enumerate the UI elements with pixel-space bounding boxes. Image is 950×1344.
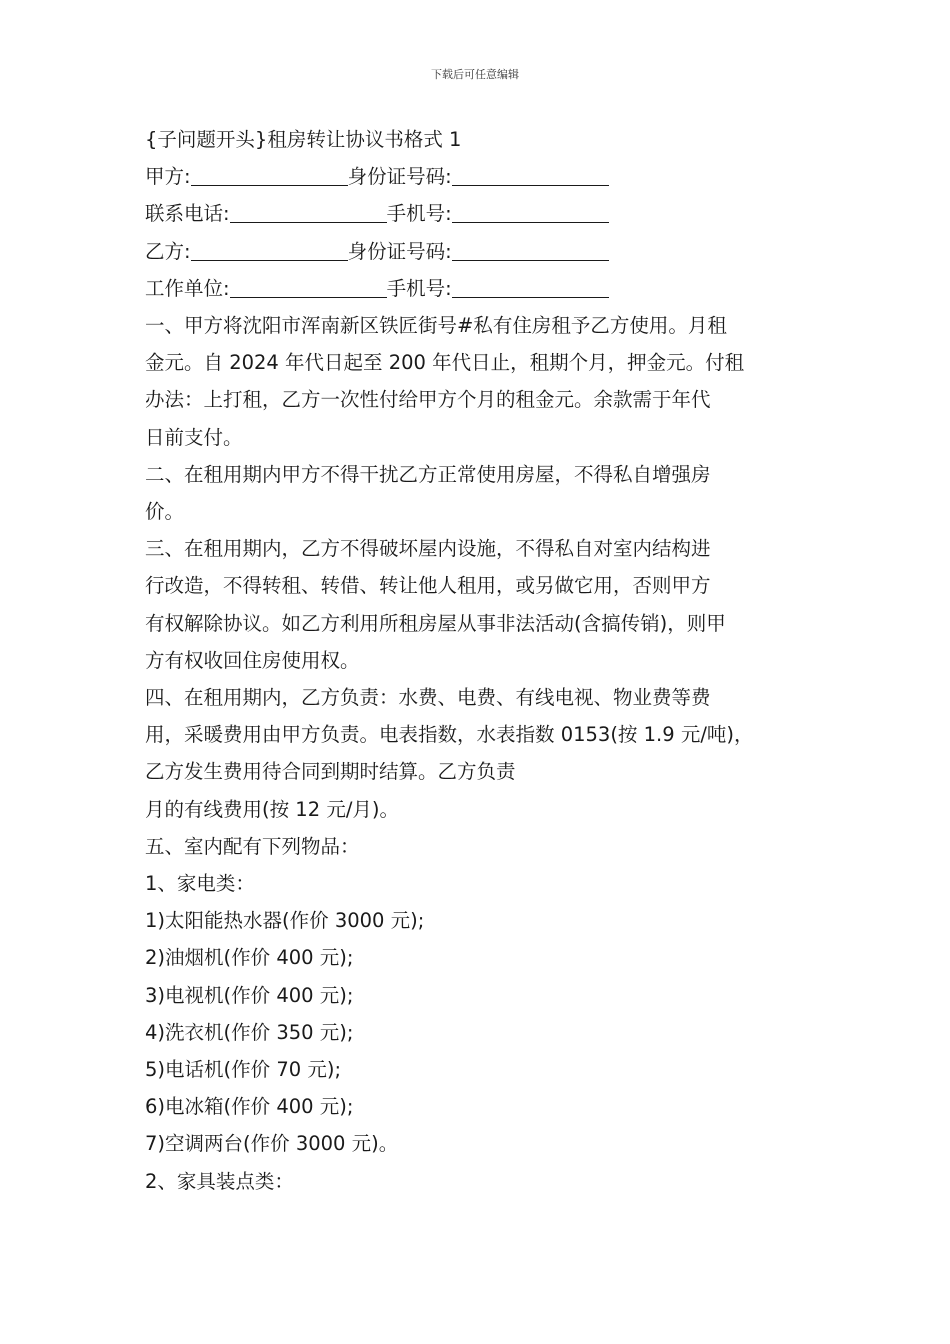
list-item: 2)油烟机(作价 400 元); [145,946,354,970]
blank-line [230,273,387,298]
text-line: 二、在租用期内甲方不得干扰乙方正常使用房屋，不得私自增强房 [145,462,711,486]
text-line: 月的有线费用(按 12 元/月)。 [145,797,399,821]
list-item: 4)洗衣机(作价 350 元); [145,1020,354,1044]
blank-line [452,273,609,298]
list-item: 7)空调两台(作价 3000 元)。 [145,1132,399,1156]
blank-line [191,161,348,186]
field-row [145,233,825,270]
field-label: 身份证号码: [347,239,452,263]
field-label: 手机号: [386,202,452,226]
text-line: 行改造，不得转租、转借、转让他人租用，或另做它用，否则甲方 [145,574,711,598]
text-line: 价。 [145,500,185,524]
text-line: 一、甲方将沈阳市浑南新区铁匠街号#私有住房租予乙方使用。月租 [145,314,727,338]
field-label: 甲方: [145,165,191,189]
blank-line [191,236,348,261]
field-row [145,270,825,307]
text-line: 日前支付。 [145,425,243,449]
text-line: 用，采暖费用由甲方负责。电表指数，水表指数 0153(按 1.9 元/吨)， [145,723,754,747]
field-label: 身份证号码: [347,165,452,189]
document-title: {子问题开头}租房转让协议书格式 1 [145,128,462,151]
text-line: 方有权收回住房使用权。 [145,648,360,672]
text-line: 2、家具装点类： [145,1169,294,1193]
blank-line [452,236,609,261]
text-line: 四、在租用期内，乙方负责：水费、电费、有线电视、物业费等费 [145,686,711,710]
text-line: 五、室内配有下列物品： [145,834,360,858]
field-row [145,195,825,232]
field-label: 乙方: [145,239,191,263]
page-header: 下载后可任意编辑 [431,68,519,81]
field-label: 工作单位: [145,276,230,300]
blank-line [230,198,387,223]
text-line: 1、家电类： [145,872,255,896]
text-line: 乙方发生费用待合同到期时结算。乙方负责 [145,760,516,784]
list-item: 6)电冰箱(作价 400 元); [145,1095,354,1119]
text-line: 三、在租用期内，乙方不得破坏屋内设施，不得私自对室内结构进 [145,537,711,561]
blank-line [452,161,609,186]
blank-line [452,198,609,223]
list-item: 1)太阳能热水器(作价 3000 元); [145,909,425,933]
text-line: 办法：上打租，乙方一次性付给甲方个月的租金元。余款需于年代 [145,388,711,412]
list-item: 5)电话机(作价 70 元); [145,1058,342,1082]
field-label: 联系电话: [145,202,230,226]
field-row [145,158,825,195]
field-label: 手机号: [386,276,452,300]
list-item: 3)电视机(作价 400 元); [145,983,354,1007]
document-body [145,121,825,1200]
text-line: 金元。自 2024 年代日起至 200 年代日止，租期个月，押金元。付租 [145,351,745,375]
text-line: 有权解除协议。如乙方利用所租房屋从事非法活动(含搞传销)，则甲 [145,611,726,635]
